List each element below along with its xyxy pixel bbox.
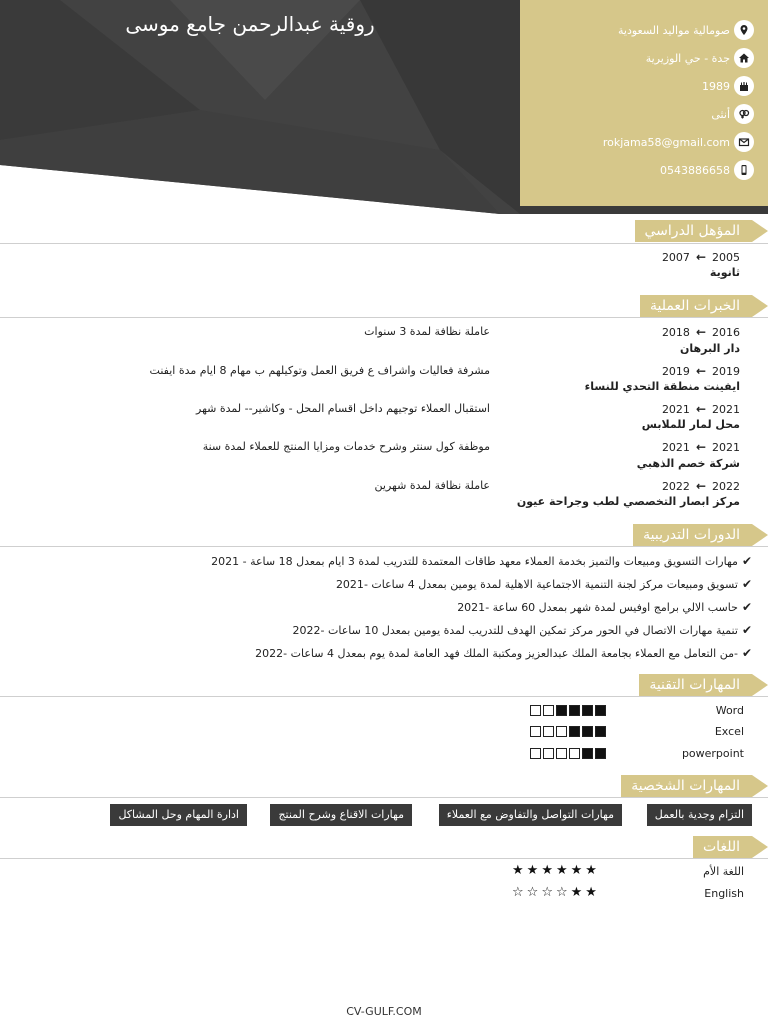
- education-years: 2007 ← 2005: [661, 250, 740, 264]
- arrow-left-icon: ←: [695, 325, 706, 339]
- level-box: [530, 726, 541, 737]
- level-box: [556, 726, 567, 737]
- experience-org: دار البرهان: [680, 342, 740, 355]
- contact-gender: أنثى: [711, 102, 754, 126]
- experience-desc: عاملة نظافة لمدة شهرين: [374, 479, 490, 492]
- experience-desc: موظفة كول سنتر وشرح خدمات ومزايا المنتج للعملاء لمدة سنة: [202, 440, 490, 453]
- gender-icon: [734, 104, 754, 124]
- footer-watermark: CV-GULF.COM: [346, 1005, 422, 1018]
- education-title: المؤهل الدراسي: [635, 220, 752, 242]
- star-empty-icon: ☆: [526, 885, 539, 900]
- experience-desc: مشرفة فعاليات واشراف ع فريق العمل وتوكيلهم ب مهام 8 ايام مدة ايفنت: [149, 364, 490, 377]
- star-filled-icon: ★: [570, 885, 583, 900]
- experience-org: شركة خصم الذهبي: [636, 457, 740, 470]
- arrow-left-icon: ←: [695, 364, 706, 378]
- courses-divider: [0, 546, 768, 547]
- contact-address: جدة - حي الوزيرية: [646, 46, 754, 70]
- star-filled-icon: ★: [526, 863, 539, 878]
- personal-skills-divider: [0, 797, 768, 798]
- language-name: اللغة الأم: [703, 865, 744, 878]
- level-box: [543, 748, 554, 759]
- birthday-cake-icon: [734, 76, 754, 96]
- level-box: [582, 748, 593, 759]
- contact-panel: [520, 0, 768, 206]
- level-box: [569, 705, 580, 716]
- experience-org: مركز ابصار التخصصي لطب وجراحة عيون: [516, 495, 740, 508]
- check-icon: ✔: [741, 577, 752, 591]
- level-box: [556, 748, 567, 759]
- tech-skill-level: [530, 726, 606, 737]
- course-item: ✔ تسويق ومبيعات مركز لجنة التنمية الاجتماعية الاهلية لمدة يومين بمعدل 4 ساعات -2021: [335, 577, 752, 591]
- course-item: ✔ مهارات التسويق ومبيعات والتميز بخدمة العملاء معهد طاقات المعتمدة للتدريب لمدة 3 ايام بمعدل 18 ساعة - 2021: [211, 554, 752, 568]
- check-icon: ✔: [741, 600, 752, 614]
- experience-desc: استقبال العملاء توجيهم داخل اقسام المحل - وكاشير-- لمدة شهر: [196, 402, 490, 415]
- tech-skills-divider: [0, 696, 768, 697]
- level-box: [595, 748, 606, 759]
- check-icon: ✔: [741, 554, 752, 568]
- tech-skill-name: powerpoint: [681, 747, 744, 760]
- personal-skills-title: المهارات الشخصية: [621, 775, 752, 797]
- languages-title: اللغات: [693, 836, 752, 858]
- experience-divider: [0, 317, 768, 318]
- language-level: [512, 885, 597, 900]
- arrow-left-icon: ←: [695, 440, 706, 454]
- level-box: [569, 748, 580, 759]
- check-icon: ✔: [741, 623, 752, 637]
- arrow-left-icon: ←: [695, 479, 706, 493]
- personal-skill-chip: مهارات التواصل والتفاوض مع العملاء: [439, 804, 622, 826]
- experience-org: ايفينت منطقة التحدي للنساء: [584, 380, 740, 393]
- course-item: ✔ حاسب الالي برامج اوفيس لمدة شهر بمعدل 60 ساعة -2021: [457, 600, 752, 614]
- home-icon: [734, 48, 754, 68]
- level-box: [582, 726, 593, 737]
- level-box: [569, 726, 580, 737]
- phone-icon: [734, 160, 754, 180]
- star-empty-icon: ☆: [512, 885, 524, 900]
- arrow-left-icon: ←: [695, 402, 706, 416]
- contact-birth-year: 1989: [702, 74, 754, 98]
- level-box: [556, 705, 567, 716]
- arrow-left-icon: ←: [695, 250, 706, 264]
- star-filled-icon: ★: [585, 885, 597, 900]
- map-pin-icon: [734, 20, 754, 40]
- education-divider: [0, 243, 768, 244]
- contact-email[interactable]: rokjama58@gmail.com: [603, 130, 754, 154]
- star-empty-icon: ☆: [555, 885, 568, 900]
- star-filled-icon: ★: [570, 863, 583, 878]
- tech-skill-level: [530, 748, 606, 759]
- contact-nationality: صومالية مواليد السعودية: [618, 18, 754, 42]
- contact-phone[interactable]: 0543886658: [660, 158, 754, 182]
- star-empty-icon: ☆: [541, 885, 553, 900]
- level-box: [543, 705, 554, 716]
- course-item: ✔ -من التعامل مع العملاء بجامعة الملك عبدالعزيز ومكتبة الملك فهد العامة لمدة يوم بمعدل 4 ساعات -2022: [255, 646, 752, 660]
- candidate-name: روقية عبدالرحمن جامع موسى: [125, 12, 375, 36]
- tech-skill-name: Excel: [714, 725, 744, 738]
- star-filled-icon: ★: [512, 863, 524, 878]
- tech-skills-title: المهارات التقنية: [639, 674, 752, 696]
- level-box: [595, 726, 606, 737]
- language-name: English: [704, 887, 744, 900]
- language-level: [512, 863, 597, 878]
- check-icon: ✔: [741, 646, 752, 660]
- personal-skill-chip: التزام وجدية بالعمل: [647, 804, 752, 826]
- tech-skill-name: Word: [715, 704, 744, 717]
- personal-skill-chip: مهارات الاقناع وشرح المنتج: [270, 804, 412, 826]
- course-item: ✔ تنمية مهارات الاتصال في الحور مركز تمكين الهدف للتدريب لمدة يومين بمعدل 10 ساعات -2022: [292, 623, 752, 637]
- level-box: [530, 705, 541, 716]
- tech-skill-level: [530, 705, 606, 716]
- education-degree: ثانوية: [709, 266, 740, 279]
- experience-title: الخبرات العملية: [640, 295, 752, 317]
- languages-divider: [0, 858, 768, 859]
- courses-title: الدورات التدريبية: [633, 524, 752, 546]
- star-filled-icon: ★: [555, 863, 568, 878]
- level-box: [530, 748, 541, 759]
- star-filled-icon: ★: [541, 863, 553, 878]
- level-box: [595, 705, 606, 716]
- personal-skill-chip: ادارة المهام وحل المشاكل: [110, 804, 247, 826]
- experience-org: محل لمار للملابس: [641, 418, 740, 431]
- star-filled-icon: ★: [585, 863, 597, 878]
- level-box: [543, 726, 554, 737]
- header: [0, 0, 768, 214]
- experience-desc: عاملة نظافة لمدة 3 سنوات: [364, 325, 490, 338]
- email-icon: [734, 132, 754, 152]
- level-box: [582, 705, 593, 716]
